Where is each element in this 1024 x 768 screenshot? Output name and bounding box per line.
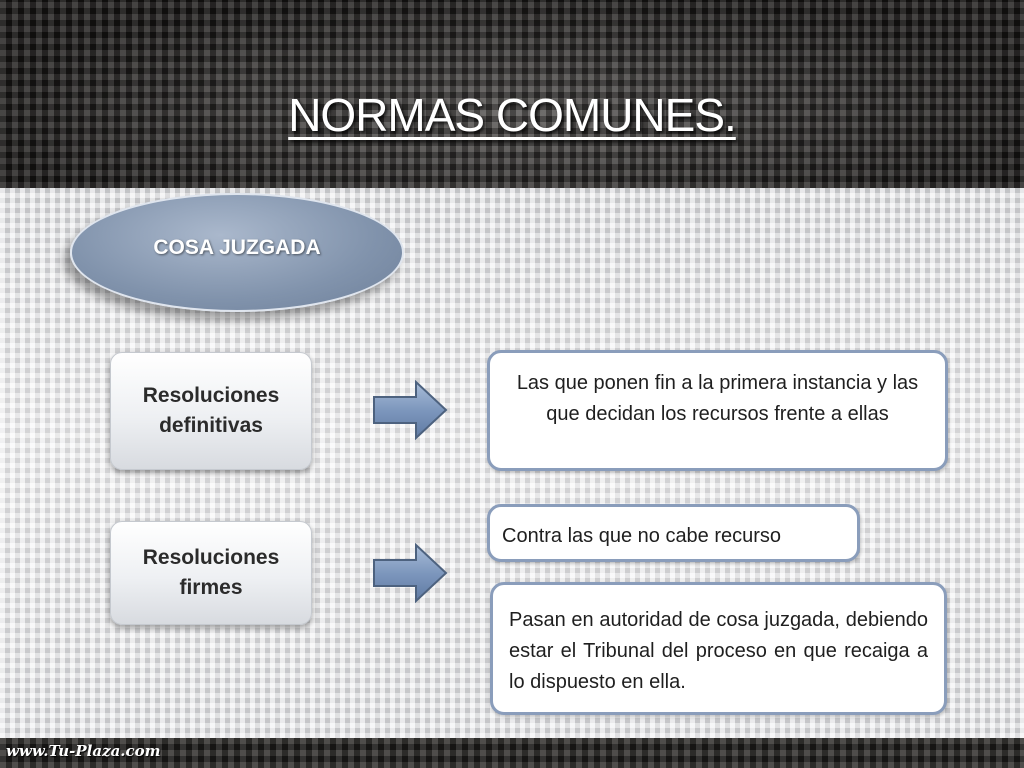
right-arrow-icon: [372, 543, 448, 603]
right-arrow-icon: [372, 380, 448, 440]
category-box-firmes: Resoluciones firmes: [110, 521, 312, 625]
topic-label: COSA JUZGADA: [153, 235, 321, 259]
topic-oval: [70, 193, 404, 312]
description-box-firmes-1: Contra las que no cabe recurso: [487, 504, 860, 562]
description-box-firmes-2: Pasan en autoridad de cosa juzgada, debiendo estar el Tribunal del proceso en que recaiga a lo dispuesto en ella.: [490, 582, 947, 715]
description-box-definitivas: Las que ponen fin a la primera instancia y las que decidan los recursos frente a ellas: [487, 350, 948, 471]
category-box-definitivas: Resoluciones definitivas: [110, 352, 312, 470]
page-title: NORMAS COMUNES.: [288, 89, 736, 141]
footer-logo: www.Tu-Plaza.com: [6, 742, 161, 760]
